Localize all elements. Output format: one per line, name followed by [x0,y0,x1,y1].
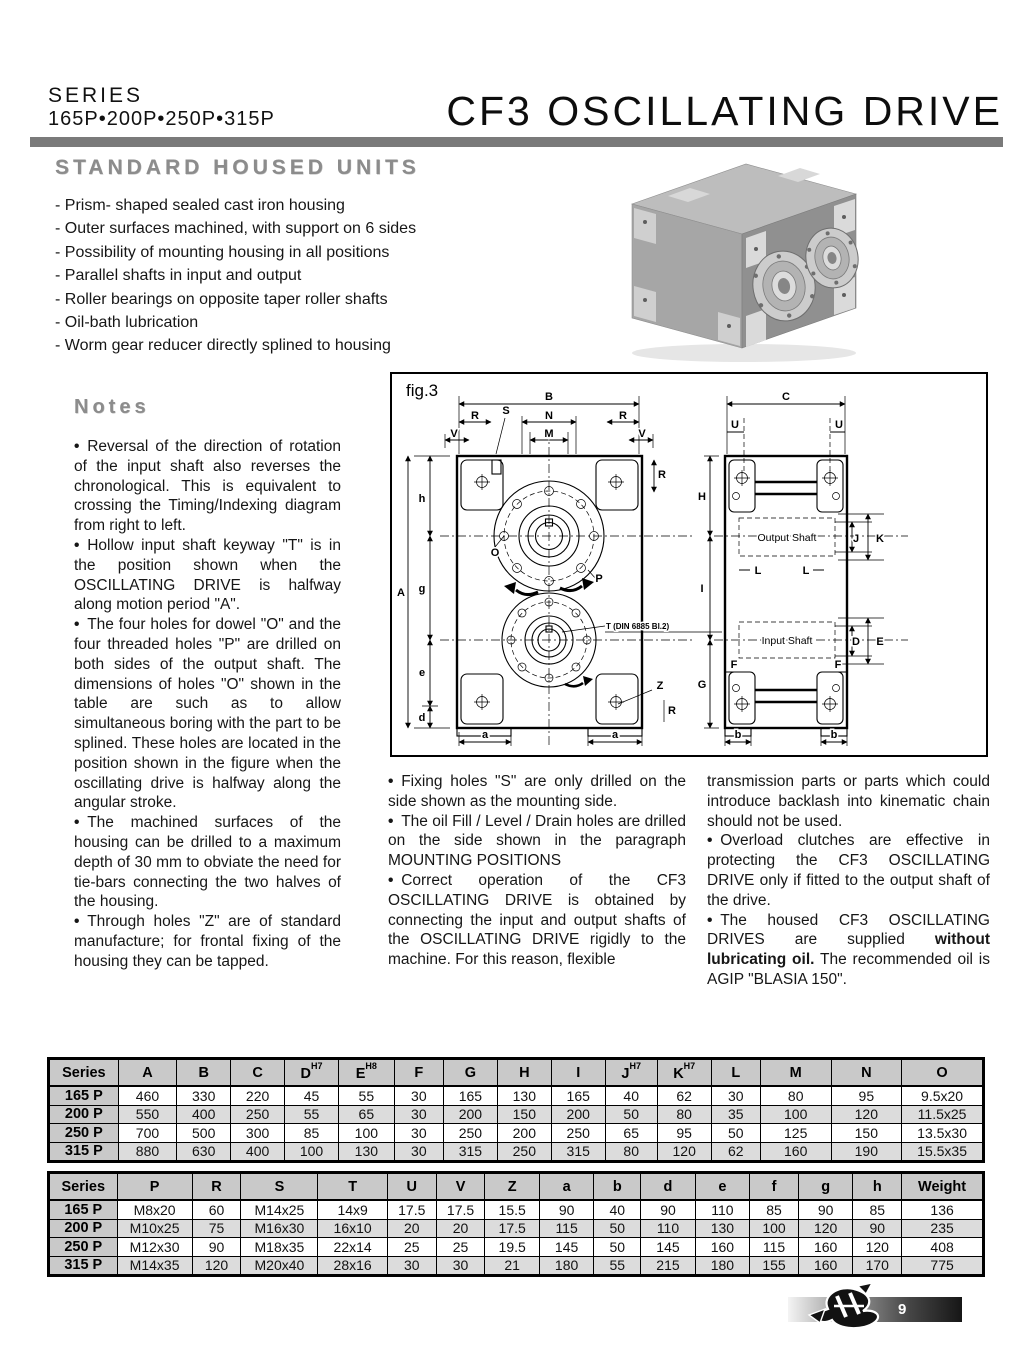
paragraph: • The four holes for dowel "O" and the four threaded holes "P" are drilled on both sides of the output shaft. The dimensions of holes "O" shown in the table are such as to allow simultaneous boring with the part to be splined. These holes are located in the position shown in the figure when the oscillating drive is halfway along the angular stroke. [74,616,341,812]
fig-dim-a: a [611,729,619,741]
table-row [49,1086,984,1105]
value-cell: 775 [902,1256,984,1276]
fig-dim-F: F [834,659,842,671]
column-header: a [539,1173,593,1201]
fig-dim-V: V [450,428,458,440]
value-cell: 13.5x30 [902,1124,984,1143]
table-row [49,1256,984,1276]
fig-dim-S: S [502,405,510,417]
value-cell: 250 [551,1124,605,1143]
column-header: O [902,1059,984,1087]
value-cell: 50 [594,1219,641,1238]
column-header: $K^{H7}$ [657,1059,711,1087]
fig-dim-R: R [619,410,627,422]
series-cell: 250 P [49,1238,118,1257]
value-cell: 28x16 [318,1256,387,1276]
series-cell: 200 P [49,1105,119,1124]
paragraph: • Correct operation of the CF3 OSCILLATING DRIVE is obtained by connecting the input and output shafts of the OSCILLATING DRIVE rigidly to the machine. For this reason, flexible [388,871,686,969]
right-column [707,772,990,990]
side-view-dimensions [704,396,884,746]
value-cell: 125 [760,1124,831,1143]
fig-dim-E: E [876,636,884,648]
value-cell: 62 [657,1086,711,1105]
value-cell: 50 [711,1124,760,1143]
column-header: N [831,1059,902,1087]
value-cell: 215 [641,1256,695,1276]
feature-item: - Possibility of mounting housing in all positions [55,243,390,261]
paragraph: • The machined surfaces of the housing can be drilled to a maximum depth of 30 mm to obviate the need for tie-bars connecting the two halves of the housing. [74,814,341,911]
bullet-glyph: • [707,911,721,929]
value-cell: 500 [177,1124,231,1143]
column-header: d [641,1173,695,1201]
fig-dim-F: F [730,659,738,671]
value-cell: M14x35 [117,1256,192,1276]
value-cell: 130 [695,1219,749,1238]
brand-logo [806,1282,890,1332]
fig-dim-b: b [830,729,838,741]
table-row [49,1200,984,1219]
column-header: S [241,1173,318,1201]
bullet-glyph: • [388,812,402,830]
column-header: Series [49,1059,119,1087]
column-header: $J^{H7}$ [605,1059,657,1087]
value-cell: 20 [387,1219,436,1238]
fig-dim-R: R [658,469,666,481]
value-cell: 40 [594,1200,641,1219]
fig-dim-H: H [698,491,706,503]
value-cell: 50 [605,1105,657,1124]
value-cell: 165 [551,1086,605,1105]
value-cell: 14x9 [318,1200,387,1219]
keyway-note: T (DIN 6885 Bl.2) [606,622,670,631]
value-cell: 35 [711,1105,760,1124]
value-cell: 160 [798,1256,852,1276]
value-cell: 700 [118,1124,177,1143]
value-cell: 145 [641,1238,695,1257]
value-cell: 120 [192,1256,241,1276]
feature-item: - Prism- shaped sealed cast iron housing [55,197,345,214]
value-cell: 30 [394,1086,443,1105]
value-cell: 250 [443,1124,497,1143]
value-cell: 130 [497,1086,551,1105]
value-cell: M18x35 [241,1238,318,1257]
fig-dim-I: I [700,583,704,595]
value-cell: 120 [657,1142,711,1162]
value-cell: 40 [605,1086,657,1105]
paragraph: • Overload clutches are effective in protecting the CF3 OSCILLATING DRIVE only if fitted to the output shaft of the drive. [707,832,990,909]
value-cell: 30 [394,1105,443,1124]
value-cell: 235 [902,1219,984,1238]
column-header: C [231,1059,285,1087]
value-cell: 30 [394,1124,443,1143]
value-cell: 460 [118,1086,177,1105]
fig-dim-R: R [668,705,676,717]
column-header: A [118,1059,177,1087]
feature-item: - Roller bearings on opposite taper roller shafts [55,290,388,308]
column-header: I [551,1059,605,1087]
column-header: P [117,1173,192,1201]
table-row [49,1124,984,1143]
column-header: V [436,1173,485,1201]
column-header: b [594,1173,641,1201]
notes-column [74,437,341,972]
input-shaft-label: Input Shaft [761,635,813,647]
value-cell: 21 [485,1256,539,1276]
column-header: Series [49,1173,118,1201]
value-cell: 330 [177,1086,231,1105]
fig-dim-U: U [731,419,739,431]
paragraph: • The oil Fill / Level / Drain holes are drilled on the side shown in the paragraph MOUNTING POSITIONS [388,812,686,870]
value-cell: 315 [443,1142,497,1162]
value-cell: 15.5x35 [902,1142,984,1162]
figure-label: fig.3 [406,381,439,400]
bullet-glyph: • [388,871,402,889]
bullet-glyph: • [74,438,88,455]
fig-dim-J: J [852,533,860,545]
value-cell: 25 [387,1238,436,1257]
value-cell: 160 [695,1238,749,1257]
features-list [55,194,600,358]
value-cell: 880 [118,1142,177,1162]
series-cell: 315 P [49,1256,118,1276]
value-cell: 100 [750,1219,799,1238]
feature-item: - Parallel shafts in input and output [55,267,302,285]
paragraph: transmission parts or parts which could introduce backlash into kinematic chain should not be used. [707,773,990,830]
value-cell: 160 [760,1142,831,1162]
value-cell: 100 [760,1105,831,1124]
value-cell: M16x30 [241,1219,318,1238]
value-cell: 50 [594,1238,641,1257]
series-cell: 200 P [49,1219,118,1238]
column-header: B [177,1059,231,1087]
column-header: Weight [902,1173,984,1201]
table-row [49,1219,984,1238]
bullet-glyph: • [74,536,88,554]
fig-dim-a: a [481,729,489,741]
bullet-glyph: • [388,773,402,790]
value-cell: 80 [760,1086,831,1105]
value-cell: 170 [853,1256,902,1276]
paragraph: • The housed CF3 OSCILLATING DRIVES are supplied without lubricating oil. The recommended oil is AGIP "BLASIA 150". [707,911,990,988]
fig-dim-h: h [418,493,426,505]
series-label: SERIES [48,84,144,107]
value-cell: 16x10 [318,1219,387,1238]
fig-dim-b: b [734,729,742,741]
value-cell: 9.5x20 [902,1086,984,1105]
value-cell: 115 [539,1219,593,1238]
value-cell: 30 [711,1086,760,1105]
value-cell: 85 [285,1124,339,1143]
fig-dim-g: g [418,583,426,595]
fig-dim-e: e [418,667,426,679]
series-models: 165P•200P•250P•315P [48,108,275,130]
value-cell: 30 [387,1256,436,1276]
column-header: $D^{H7}$ [285,1059,339,1087]
value-cell: 180 [695,1256,749,1276]
value-cell: 200 [443,1105,497,1124]
table-row [49,1238,984,1257]
value-cell: 85 [853,1200,902,1219]
table-row [49,1105,984,1124]
value-cell: 17.5 [436,1200,485,1219]
value-cell: 65 [605,1124,657,1143]
output-shaft-label: Output Shaft [757,532,817,544]
fig-dim-M: M [544,428,554,440]
value-cell: 550 [118,1105,177,1124]
value-cell: 115 [750,1238,799,1257]
fig-dim-N: N [545,410,553,422]
front-view-dimensions [408,396,722,746]
figure-3-box [390,372,988,757]
dimension-labels [397,391,884,741]
value-cell: 250 [231,1105,285,1124]
fig-dim-K: K [876,533,884,545]
fig-dim-B: B [545,391,553,403]
value-cell: 250 [497,1142,551,1162]
value-cell: 55 [338,1086,394,1105]
column-header: R [192,1173,241,1201]
value-cell: 62 [711,1142,760,1162]
value-cell: 85 [750,1200,799,1219]
fig-dim-D: D [852,636,860,648]
section-heading: STANDARD HOUSED UNITS [55,156,420,179]
value-cell: 19.5 [485,1238,539,1257]
value-cell: 55 [594,1256,641,1276]
value-cell: 150 [831,1124,902,1143]
fig-dim-P: P [595,573,603,585]
value-cell: 95 [657,1124,711,1143]
bullet-glyph: • [74,814,88,832]
fig-dim-R: R [471,410,479,422]
value-cell: 90 [853,1219,902,1238]
value-cell: 120 [798,1219,852,1238]
value-cell: 30 [394,1142,443,1162]
value-cell: 160 [798,1238,852,1257]
header-row [49,1173,984,1201]
value-cell: 120 [831,1105,902,1124]
value-cell: 100 [338,1124,394,1143]
feature-item: - Worm gear reducer directly splined to housing [55,337,391,355]
value-cell: 630 [177,1142,231,1162]
page-number: 9 [898,1301,907,1318]
fig-dim-C: C [782,391,790,403]
column-header: F [394,1059,443,1087]
value-cell: 190 [831,1142,902,1162]
value-cell: 45 [285,1086,339,1105]
header-row [49,1059,984,1087]
fig-dim-d: d [418,712,426,724]
bullet-glyph: • [74,913,88,931]
bullet-glyph: • [74,616,88,634]
value-cell: 90 [641,1200,695,1219]
column-header: f [750,1173,799,1201]
product-photo [598,146,886,368]
value-cell: 90 [192,1238,241,1257]
feature-item: - Oil-bath lubrication [55,314,199,332]
series-cell: 165 P [49,1200,118,1219]
value-cell: 220 [231,1086,285,1105]
value-cell: 75 [192,1219,241,1238]
front-view [457,456,642,736]
fig-dim-L: L [754,565,762,577]
column-header: g [798,1173,852,1201]
value-cell: 90 [798,1200,852,1219]
page-title: CF3 OSCILLATING DRIVE [446,88,1003,134]
value-cell: 80 [657,1105,711,1124]
value-cell: 60 [192,1200,241,1219]
paragraph: • Fixing holes "S" are only drilled on the side shown as the mounting side. [388,773,686,810]
fig-dim-G: G [697,679,707,691]
value-cell: 315 [551,1142,605,1162]
value-cell: 200 [497,1124,551,1143]
column-header: Z [485,1173,539,1201]
value-cell: M8x20 [117,1200,192,1219]
value-cell: 408 [902,1238,984,1257]
value-cell: 17.5 [387,1200,436,1219]
series-cell: 165 P [49,1086,119,1105]
value-cell: 25 [436,1238,485,1257]
value-cell: 300 [231,1124,285,1143]
value-cell: M20x40 [241,1256,318,1276]
value-cell: M12x30 [117,1238,192,1257]
value-cell: 110 [695,1200,749,1219]
value-cell: 130 [338,1142,394,1162]
fig-dim-A: A [397,587,405,599]
fig-dim-Z: Z [656,680,664,692]
column-header: $E^{H8}$ [338,1059,394,1087]
figure-3-drawing [392,374,986,755]
value-cell: 400 [231,1142,285,1162]
value-cell: 400 [177,1105,231,1124]
value-cell: 180 [539,1256,593,1276]
value-cell: 55 [285,1105,339,1124]
value-cell: 136 [902,1200,984,1219]
value-cell: 17.5 [485,1219,539,1238]
dimensions-table-2 [47,1171,985,1277]
fig-dim-V: V [638,428,646,440]
feature-item: - Outer surfaces machined, with support on 6 sides [55,220,417,238]
series-cell: 315 P [49,1142,119,1162]
column-header: H [497,1059,551,1087]
column-header: G [443,1059,497,1087]
value-cell: 15.5 [485,1200,539,1219]
column-header: e [695,1173,749,1201]
value-cell: 20 [436,1219,485,1238]
notes-heading: Notes [74,396,150,418]
middle-column [388,772,686,970]
column-header: L [711,1059,760,1087]
series-cell: 250 P [49,1124,119,1143]
column-header: M [760,1059,831,1087]
column-header: U [387,1173,436,1201]
value-cell: 65 [338,1105,394,1124]
value-cell: 110 [641,1219,695,1238]
value-cell: 155 [750,1256,799,1276]
value-cell: 165 [443,1086,497,1105]
table-row [49,1142,984,1162]
fig-dim-L: L [802,565,810,577]
paragraph: • Hollow input shaft keyway "T" is in the position shown when the OSCILLATING DRIVE is halfway along motion period "A". [74,536,341,614]
fig-dim-O: O [490,547,500,559]
value-cell: 30 [436,1256,485,1276]
fig-dim-U: U [835,419,843,431]
bullet-glyph: • [707,832,721,850]
paragraph: • Through holes "Z" are of standard manufacture; for frontal fixing of the housing they can be tapped. [74,913,341,970]
value-cell: 22x14 [318,1238,387,1257]
value-cell: 90 [539,1200,593,1219]
column-header: T [318,1173,387,1201]
value-cell: 145 [539,1238,593,1257]
column-header: h [853,1173,902,1201]
side-view [725,456,847,736]
paragraph: • Reversal of the direction of rotation of the input shaft also reverses the chronological. This is equivalent to crossing the Timing/Indexing diagram from right to left. [74,438,341,535]
value-cell: 100 [285,1142,339,1162]
value-cell: 200 [551,1105,605,1124]
dimensions-table-1 [47,1057,985,1163]
value-cell: 95 [831,1086,902,1105]
value-cell: 11.5x25 [902,1105,984,1124]
value-cell: 120 [853,1238,902,1257]
value-cell: 80 [605,1142,657,1162]
value-cell: M14x25 [241,1200,318,1219]
value-cell: M10x25 [117,1219,192,1238]
value-cell: 150 [497,1105,551,1124]
